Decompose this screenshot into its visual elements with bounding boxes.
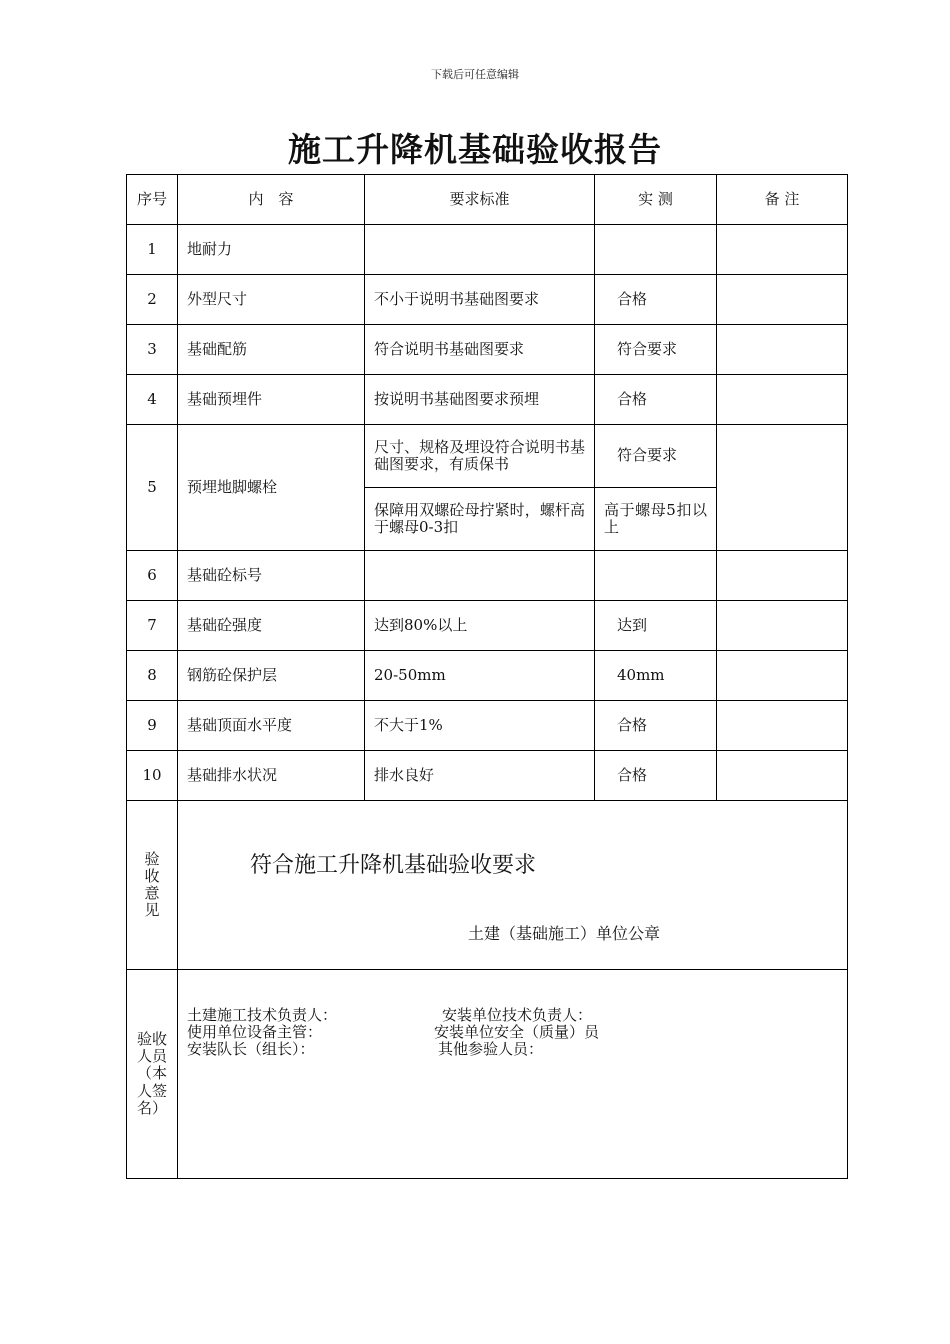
row-measured: 达到 bbox=[595, 601, 717, 651]
opinion-cell bbox=[178, 801, 848, 970]
table-row bbox=[127, 751, 848, 801]
row-remark bbox=[717, 751, 848, 801]
row-no: 4 bbox=[127, 375, 178, 425]
signature-right: 安装单位安全（质量）员 bbox=[434, 1023, 600, 1041]
header-note: 下载后可任意编辑 bbox=[431, 68, 519, 81]
row-measured: 合格 bbox=[595, 751, 717, 801]
row-requirement: 达到80%以上 bbox=[365, 601, 595, 651]
people-row bbox=[127, 970, 848, 1179]
table-row bbox=[127, 325, 848, 375]
table-row bbox=[127, 425, 848, 488]
row-remark bbox=[717, 275, 848, 325]
table-row bbox=[127, 225, 848, 275]
row-no: 7 bbox=[127, 601, 178, 651]
people-cell bbox=[178, 970, 848, 1179]
row-requirement bbox=[365, 551, 595, 601]
row-remark bbox=[717, 425, 848, 551]
row-measured: 合格 bbox=[595, 701, 717, 751]
table-row bbox=[127, 651, 848, 701]
column-header-requirement: 要求标准 bbox=[365, 175, 595, 225]
row-remark bbox=[717, 601, 848, 651]
table-row bbox=[127, 375, 848, 425]
table-row bbox=[127, 701, 848, 751]
row-no: 1 bbox=[127, 225, 178, 275]
row-remark bbox=[717, 225, 848, 275]
row-content: 地耐力 bbox=[178, 225, 365, 275]
acceptance-table bbox=[126, 174, 848, 1179]
row-requirement: 20-50mm bbox=[365, 651, 595, 701]
row-content: 基础排水状况 bbox=[178, 751, 365, 801]
row-measured: 合格 bbox=[595, 275, 717, 325]
row-no: 6 bbox=[127, 551, 178, 601]
row-remark bbox=[717, 701, 848, 751]
row-measured: 符合要求 bbox=[595, 325, 717, 375]
row-remark bbox=[717, 551, 848, 601]
row-measured: 高于螺母5扣以上 bbox=[595, 488, 717, 551]
opinion-label-text: 验收意见 bbox=[144, 849, 160, 920]
signature-left: 安装队长（组长）： bbox=[187, 1040, 315, 1058]
signature-right: 其他参验人员： bbox=[438, 1040, 544, 1058]
row-content: 基础砼标号 bbox=[178, 551, 365, 601]
row-remark bbox=[717, 375, 848, 425]
column-header-no: 序号 bbox=[127, 175, 178, 225]
row-measured bbox=[595, 225, 717, 275]
row-measured bbox=[595, 551, 717, 601]
row-measured: 40mm bbox=[595, 651, 717, 701]
people-label bbox=[127, 970, 178, 1179]
row-content: 基础配筋 bbox=[178, 325, 365, 375]
signature-line bbox=[187, 1006, 593, 1024]
people-label-text: 验收人员（本人签名） bbox=[136, 1029, 167, 1117]
column-header-remark: 备 注 bbox=[717, 175, 848, 225]
opinion-row bbox=[127, 801, 848, 970]
row-requirement: 不小于说明书基础图要求 bbox=[365, 275, 595, 325]
row-no: 8 bbox=[127, 651, 178, 701]
row-measured: 合格 bbox=[595, 375, 717, 425]
signature-right: 安装单位技术负责人： bbox=[442, 1006, 593, 1024]
stamp-note: 土建（基础施工）单位公章 bbox=[468, 924, 661, 943]
signature-line bbox=[187, 1023, 600, 1041]
page-title: 施工升降机基础验收报告 bbox=[288, 130, 662, 169]
column-header-measured: 实 测 bbox=[595, 175, 717, 225]
row-content: 基础顶面水平度 bbox=[178, 701, 365, 751]
signature-left: 使用单位设备主管： bbox=[187, 1023, 323, 1041]
table-row bbox=[127, 551, 848, 601]
table-header-row bbox=[127, 175, 848, 225]
row-remark bbox=[717, 325, 848, 375]
row-content: 基础预埋件 bbox=[178, 375, 365, 425]
row-content: 基础砼强度 bbox=[178, 601, 365, 651]
row-no: 9 bbox=[127, 701, 178, 751]
row-measured: 符合要求 bbox=[595, 425, 717, 488]
table-row bbox=[127, 275, 848, 325]
row-remark bbox=[717, 651, 848, 701]
row-no: 5 bbox=[127, 425, 178, 551]
table-row bbox=[127, 601, 848, 651]
row-requirement: 按说明书基础图要求预埋 bbox=[365, 375, 595, 425]
opinion-text: 符合施工升降机基础验收要求 bbox=[250, 853, 537, 878]
row-requirement bbox=[365, 225, 595, 275]
row-content: 预埋地脚螺栓 bbox=[178, 425, 365, 551]
opinion-label bbox=[127, 801, 178, 970]
row-no: 3 bbox=[127, 325, 178, 375]
row-requirement: 保障用双螺砼母拧紧时，螺杆高于螺母0-3扣 bbox=[365, 488, 595, 551]
row-requirement: 符合说明书基础图要求 bbox=[365, 325, 595, 375]
signature-line bbox=[187, 1040, 544, 1058]
signature-left: 土建施工技术负责人： bbox=[187, 1006, 338, 1024]
row-requirement: 不大于1% bbox=[365, 701, 595, 751]
row-no: 2 bbox=[127, 275, 178, 325]
row-no: 10 bbox=[127, 751, 178, 801]
row-requirement: 尺寸、规格及埋设符合说明书基础图要求，有质保书 bbox=[365, 425, 595, 488]
row-content: 外型尺寸 bbox=[178, 275, 365, 325]
row-requirement: 排水良好 bbox=[365, 751, 595, 801]
column-header-content: 内 容 bbox=[178, 175, 365, 225]
row-content: 钢筋砼保护层 bbox=[178, 651, 365, 701]
